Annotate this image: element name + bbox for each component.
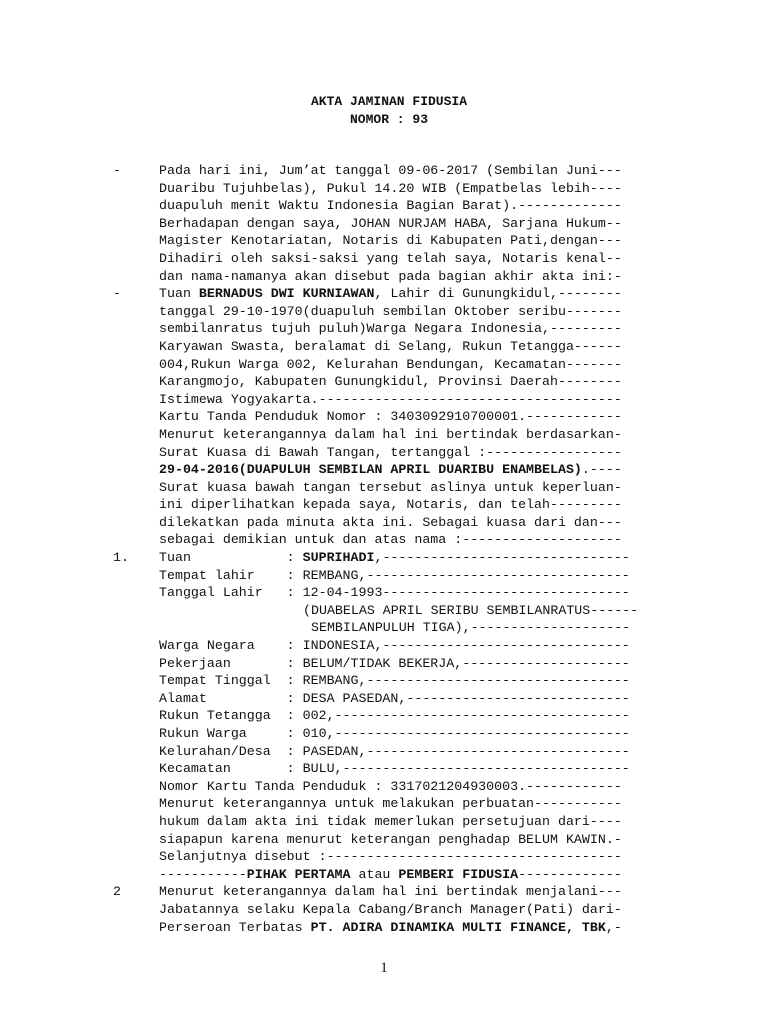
list-marker: - — [113, 286, 121, 302]
text-line — [0, 743, 768, 761]
text-run: ini diperlihatkan kepada saya, Notaris, dan telah--------- — [159, 497, 622, 513]
line-text — [159, 919, 622, 937]
line-text — [159, 848, 622, 866]
text-line — [0, 690, 768, 708]
list-marker: 1. — [113, 550, 129, 566]
text-run: ,- — [605, 919, 622, 935]
text-run: ,------------------------------- — [374, 550, 630, 566]
text-line — [0, 426, 768, 444]
text-run: Istimewa Yogyakarta.-------------------------------------- — [159, 391, 622, 407]
text-run: Alamat : DESA PASEDAN,---------------------------- — [159, 690, 630, 706]
text-line — [0, 619, 768, 637]
line-text — [159, 444, 622, 462]
text-line — [0, 866, 768, 884]
deed-body — [0, 162, 768, 936]
text-line — [0, 514, 768, 532]
text-run: Menurut keterangannya dalam hal ini bertindak menjalani--- — [159, 884, 622, 900]
deed-number: NOMOR : 93 — [349, 111, 428, 127]
line-text — [159, 655, 630, 673]
text-line — [0, 531, 768, 549]
line-text — [159, 707, 630, 725]
text-line — [0, 848, 768, 866]
text-line — [0, 338, 768, 356]
line-text — [159, 461, 622, 479]
text-run: Tanggal Lahir : 12-04-1993------------------------------- — [159, 585, 630, 601]
list-marker: 2 — [113, 884, 121, 900]
deed-title-block — [0, 93, 768, 128]
text-line — [0, 320, 768, 338]
text-line — [0, 760, 768, 778]
text-line — [0, 637, 768, 655]
text-run: Perseroan Terbatas — [159, 919, 311, 935]
page-number: 1 — [380, 960, 388, 976]
line-text — [159, 320, 622, 338]
text-run: Selanjutnya disebut :------------------------------------- — [159, 849, 622, 865]
line-text — [159, 813, 622, 831]
text-run: Pada hari ini, Jum’at tanggal 09-06-2017 (Sembilan Juni--- — [159, 163, 622, 178]
text-run: Berhadapan dengan saya, JOHAN NURJAM HABA, Sarjana Hukum-- — [159, 215, 622, 231]
line-text — [159, 479, 622, 497]
text-line — [0, 215, 768, 233]
line-text — [159, 778, 622, 796]
text-run: Jabatannya selaku Kepala Cabang/Branch Manager(Pati) dari- — [159, 901, 622, 917]
text-line — [0, 285, 768, 303]
text-line — [0, 672, 768, 690]
text-line — [0, 444, 768, 462]
text-run: Menurut keterangannya untuk melakukan perbuatan----------- — [159, 796, 622, 812]
text-run: Surat Kuasa di Bawah Tangan, tertanggal :----------------- — [159, 444, 622, 460]
text-run: Karangmojo, Kabupaten Gunungkidul, Provinsi Daerah-------- — [159, 374, 622, 390]
text-line — [0, 901, 768, 919]
text-run: siapapun karena menurut keterangan penghadap BELUM KAWIN.- — [159, 831, 622, 847]
text-run: Menurut keterangannya dalam hal ini bertindak berdasarkan- — [159, 426, 622, 442]
text-run: Surat kuasa bawah tangan tersebut aslinya untuk keperluan- — [159, 479, 622, 495]
line-text — [159, 232, 622, 250]
text-line — [0, 461, 768, 479]
line-text — [159, 356, 622, 374]
bold-text-run: 29-04-2016(DUAPULUH SEMBILAN APRIL DUARIBU ENAMBELAS) — [159, 462, 582, 478]
line-text — [159, 250, 622, 268]
text-run: sebagai demikian untuk dan atas nama :-------------------- — [159, 532, 622, 548]
line-text — [159, 866, 622, 884]
line-text — [159, 426, 622, 444]
line-text — [159, 338, 622, 356]
line-text — [159, 496, 622, 514]
bold-text-run: PEMBERI FIDUSIA — [398, 866, 519, 882]
text-run: Tuan — [159, 286, 199, 302]
text-line — [0, 303, 768, 321]
text-run: (DUABELAS APRIL SERIBU SEMBILANRATUS------ — [303, 602, 639, 618]
line-text — [159, 831, 622, 849]
line-text — [159, 285, 622, 303]
line-text — [303, 619, 630, 637]
text-run: dan nama-namanya akan disebut pada bagian akhir akta ini:- — [159, 268, 622, 284]
text-line — [0, 479, 768, 497]
text-run: Tempat lahir : REMBANG,--------------------------------- — [159, 567, 630, 583]
bold-text-run: PIHAK PERTAMA — [246, 866, 351, 882]
text-run: Kecamatan : BULU,------------------------------------ — [159, 761, 630, 777]
text-line — [0, 356, 768, 374]
line-text — [159, 531, 622, 549]
text-line — [0, 725, 768, 743]
line-text — [159, 549, 630, 567]
line-text — [159, 514, 622, 532]
bold-text-run: SUPRIHADI — [302, 550, 375, 566]
line-text — [159, 637, 630, 655]
text-run: Tempat Tinggal : REMBANG,--------------------------------- — [159, 673, 630, 689]
bold-text-run: PT. ADIRA DINAMIKA MULTI FINANCE, TBK — [310, 919, 606, 935]
text-line — [0, 883, 768, 901]
text-line — [0, 549, 768, 567]
text-line — [0, 707, 768, 725]
text-run: Warga Negara : INDONESIA,------------------------------- — [159, 638, 630, 654]
list-marker: - — [113, 163, 121, 178]
line-text — [159, 162, 622, 180]
text-run: 004,Rukun Warga 002, Kelurahan Bendungan, Kecamatan------- — [159, 356, 622, 372]
text-run: atau — [350, 866, 399, 882]
text-line — [0, 584, 768, 602]
line-text — [159, 567, 630, 585]
text-line — [0, 250, 768, 268]
text-line — [0, 408, 768, 426]
text-line — [0, 391, 768, 409]
text-line — [0, 602, 768, 620]
line-text — [159, 760, 630, 778]
line-text — [303, 602, 638, 620]
text-run: Rukun Tetangga : 002,------------------------------------- — [159, 708, 630, 724]
text-line — [0, 496, 768, 514]
text-line — [0, 655, 768, 673]
line-text — [159, 303, 622, 321]
text-run: Karyawan Swasta, beralamat di Selang, Rukun Tetangga------ — [159, 338, 622, 354]
text-run: duapuluh menit Waktu Indonesia Bagian Barat).------------- — [159, 198, 622, 214]
text-run: Tuan : — [159, 550, 303, 566]
text-line — [0, 268, 768, 286]
text-run: Nomor Kartu Tanda Penduduk : 3317021204930003.------------ — [159, 778, 622, 794]
text-line — [0, 180, 768, 198]
line-text — [159, 197, 622, 215]
line-text — [159, 408, 622, 426]
text-run: sembilanratus tujuh puluh)Warga Negara Indonesia,--------- — [159, 321, 622, 337]
line-text — [159, 391, 622, 409]
line-text — [159, 268, 622, 286]
text-run: ----------- — [159, 866, 247, 882]
text-line — [0, 197, 768, 215]
text-run: .---- — [581, 462, 622, 478]
text-line — [0, 919, 768, 937]
text-line — [0, 813, 768, 831]
line-text — [159, 373, 622, 391]
line-text — [159, 725, 630, 743]
text-run: Kelurahan/Desa : PASEDAN,--------------------------------- — [159, 743, 630, 759]
bold-text-run: BERNADUS DWI KURNIAWAN — [198, 286, 375, 302]
text-run: dilekatkan pada minuta akta ini. Sebagai kuasa dari dan--- — [159, 514, 622, 530]
line-text — [159, 584, 630, 602]
text-run: Pekerjaan : BELUM/TIDAK BEKERJA,--------------------- — [159, 655, 630, 671]
text-line — [0, 795, 768, 813]
text-line — [0, 162, 768, 180]
line-text — [159, 672, 630, 690]
line-text — [159, 215, 622, 233]
text-run: ------------- — [518, 866, 622, 882]
line-text — [159, 795, 622, 813]
text-run: Dihadiri oleh saksi-saksi yang telah saya, Notaris kenal-- — [159, 250, 622, 266]
deed-title: AKTA JAMINAN FIDUSIA — [310, 94, 468, 109]
line-text — [159, 180, 622, 198]
line-text — [159, 743, 630, 761]
text-run: tanggal 29-10-1970(duapuluh sembilan Oktober seribu------- — [159, 303, 622, 319]
text-run: Duaribu Tujuhbelas), Pukul 14.20 WIB (Empatbelas lebih---- — [159, 180, 622, 196]
text-line — [0, 778, 768, 796]
text-run: Kartu Tanda Penduduk Nomor : 3403092910700001.------------ — [159, 409, 622, 425]
text-run: Rukun Warga : 010,------------------------------------- — [159, 726, 630, 741]
text-line — [0, 232, 768, 250]
text-run: Magister Kenotariatan, Notaris di Kabupaten Pati,dengan--- — [159, 233, 622, 249]
line-text — [159, 690, 630, 708]
text-run: hukum dalam akta ini tidak memerlukan persetujuan dari---- — [159, 813, 622, 829]
text-run: , Lahir di Gunungkidul,-------- — [374, 286, 622, 302]
text-line — [0, 373, 768, 391]
line-text — [159, 883, 622, 901]
line-text — [159, 901, 622, 919]
text-run: SEMBILANPULUH TIGA),-------------------- — [303, 620, 631, 636]
text-line — [0, 567, 768, 585]
text-line — [0, 831, 768, 849]
